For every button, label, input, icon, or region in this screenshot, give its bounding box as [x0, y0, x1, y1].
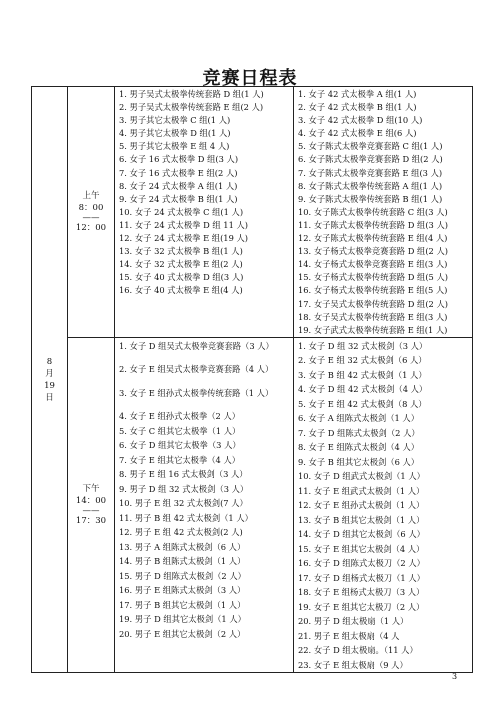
event-entry: 4. 女子 D 组 42 式太极剑（4 人）	[298, 384, 428, 395]
event-entry: 15. 男子 D 组陈式太极剑（2 人）	[119, 570, 246, 581]
event-entry: 17. 男子 B 组其它太极剑（1 人）	[119, 599, 246, 610]
event-entry: 14. 男子 B 组陈式太极剑（1 人）	[119, 556, 246, 567]
event-entry: 10. 女子陈式太极拳传统套路 C 组(3 人)	[298, 206, 448, 217]
page-number: 3	[452, 672, 458, 681]
page-title: 竞赛日程表	[202, 68, 298, 89]
event-entry: 12. 女子 E 组孙式太极剑（1 人）	[298, 500, 425, 511]
afternoon-session-row	[32, 337, 473, 673]
morning-time-cell	[68, 87, 115, 338]
event-entry: 8. 女子陈式太极拳传统套路 A 组(1 人)	[298, 180, 443, 191]
event-entry: 10. 女子 D 组武式太极剑（1 人）	[298, 471, 425, 482]
event-entry: 8. 女子 24 式太极拳 A 组(1 人)	[119, 180, 238, 191]
event-entry: 1. 女子 D 组 32 式太极剑（3 人）	[298, 340, 428, 351]
date-cell	[32, 87, 68, 673]
event-entry: 7. 女子 E 组其它太极拳（4 人）	[119, 454, 241, 465]
event-entry: 11. 女子 E 组武式太极剑（1 人）	[298, 485, 425, 496]
morning-left-events	[115, 87, 294, 338]
competition-schedule-table	[31, 86, 473, 673]
event-entry: 9. 女子 B 组其它太极剑（6 人）	[298, 456, 420, 467]
event-entry: 5. 男子其它太极拳 E 组 4 人)	[119, 141, 230, 152]
session-start-time: 8：00	[78, 202, 104, 213]
event-entry: 11. 男子 B 组 42 式太极剑（1 人）	[119, 512, 253, 523]
event-entry: 13. 女子杨式太极拳竞赛套路 D 组(2 人)	[298, 246, 449, 257]
event-entry: 20. 男子 D 组太极扇（1 人）	[298, 616, 409, 627]
session-dash: ——	[82, 212, 100, 223]
event-entry: 19. 男子 D 组其它太极剑（1 人）	[119, 614, 246, 625]
afternoon-time-cell	[68, 337, 115, 673]
event-entry: 4. 女子 E 组孙式太极拳（2 人）	[119, 411, 241, 422]
event-entry: 15. 女子杨式太极拳传统套路 D 组(5 人)	[298, 272, 449, 283]
event-entry: 11. 女子陈式太极拳传统套路 D 组(3 人)	[298, 219, 449, 230]
event-entry: 7. 女子 D 组陈式太极剑（2 人）	[298, 427, 420, 438]
event-entry: 16. 女子 40 式太极拳 E 组(4 人)	[119, 285, 243, 296]
event-entry: 2. 女子 E 组 32 式太极剑（6 人）	[298, 355, 427, 366]
event-entry: 17. 女子 D 组杨式太极刀（1 人）	[298, 572, 425, 583]
event-entry: 16. 女子 D 组陈式太极刀（2 人）	[298, 558, 425, 569]
session-end-time: 17：30	[75, 516, 107, 527]
event-entry: 11. 女子 24 式太极拳 D 组 11 人)	[119, 219, 249, 230]
event-entry: 21. 男子 E 组太极扇（4 人	[298, 630, 400, 641]
event-entry: 9. 女子 24 式太极拳 B 组(1 人)	[119, 193, 238, 204]
entry-spacer	[119, 353, 290, 362]
event-entry: 4. 女子 42 式太极拳 E 组(6 人)	[298, 128, 417, 139]
event-entry: 15. 女子 40 式太极拳 D 组(3 人)	[119, 272, 244, 283]
event-entry: 6. 女子 A 组陈式太极剑（1 人）	[298, 413, 420, 424]
event-entry: 9. 女子陈式太极拳传统套路 B 组(1 人)	[298, 193, 443, 204]
event-entry: 3. 女子 E 组孙式太极拳传统套路（1 人）	[119, 387, 274, 398]
event-entry: 2. 女子 E 组吴式太极拳竞赛套路（4 人）	[119, 364, 274, 375]
event-entry: 2. 女子 42 式太极拳 B 组(1 人)	[298, 102, 417, 113]
event-entry: 1. 女子 42 式太极拳 A 组(1 人)	[298, 89, 417, 99]
event-entry: 13. 女子 B 组其它太极剑（1 人）	[298, 514, 425, 525]
event-entry: 4. 男子其它太极拳 D 组(1 人)	[119, 128, 231, 139]
session-end-time: 12：00	[75, 222, 107, 233]
event-entry: 7. 女子陈式太极拳竞赛套路 E 组(3 人)	[298, 167, 443, 178]
date-month-unit: 月	[45, 368, 54, 379]
session-dash: ——	[82, 506, 100, 517]
session-label: 下午	[82, 484, 100, 495]
event-entry: 6. 女子 D 组其它太极拳（3 人）	[119, 440, 241, 451]
event-entry: 20. 男子 E 组其它太极剑（2 人）	[119, 628, 246, 639]
event-entry: 5. 女子 E 组 42 式太极剑（8 人）	[298, 398, 427, 409]
event-entry: 17. 女子吴式太极拳传统套路 D 组(2 人)	[298, 298, 449, 309]
event-entry: 8. 女子 E 组陈式太极剑（4 人）	[298, 442, 420, 453]
session-label: 上午	[82, 190, 100, 201]
event-entry: 2. 男子吴式太极拳传统套路 E 组(2 人)	[119, 102, 264, 113]
entry-spacer	[119, 377, 290, 386]
afternoon-right-events	[294, 337, 473, 673]
event-entry: 3. 男子其它太极拳 C 组(1 人)	[119, 115, 231, 126]
event-entry: 6. 女子 16 式太极拳 D 组(3 人)	[119, 154, 239, 165]
session-start-time: 14：00	[75, 496, 107, 507]
event-entry: 14. 女子 D 组其它太极剑（6 人）	[298, 529, 425, 540]
event-entry: 5. 女子陈式太极拳竞赛套路 C 组(1 人)	[298, 141, 443, 152]
event-entry: 7. 女子 16 式太极拳 E 组(2 人)	[119, 167, 238, 178]
event-entry: 18. 女子吴式太极拳传统套路 E 组(3 人)	[298, 311, 448, 322]
event-entry: 12. 女子 24 式太极拳 E 组(19 人)	[119, 233, 249, 244]
event-entry: 14. 女子 32 式太极拳 E 组(2 人)	[119, 259, 243, 270]
afternoon-left-events	[115, 337, 294, 673]
event-entry: 1. 女子 D 组吴式太极拳竞赛套路（3 人）	[119, 340, 274, 351]
event-entry: 23. 女子 E 组太极扇（9 人）	[298, 659, 408, 670]
event-entry: 3. 女子 B 组 42 式太极剑（1 人）	[298, 369, 427, 380]
event-entry: 10. 女子 24 式太极拳 C 组(1 人)	[119, 206, 244, 217]
event-entry: 14. 女子杨式太极拳竞赛套路 E 组(3 人)	[298, 259, 448, 270]
event-entry: 10. 男子 E 组 32 式太极剑(7 人）	[119, 498, 248, 509]
date-day-unit: 日	[45, 392, 54, 403]
morning-session-row	[32, 87, 473, 338]
date-month: 8	[46, 356, 53, 367]
event-entry: 8. 男子 E 组 16 式太极剑（3 人）	[119, 469, 248, 480]
event-entry: 13. 女子 32 式太极拳 B 组(1 人)	[119, 246, 243, 257]
entry-spacer	[119, 400, 290, 409]
event-entry: 12. 女子陈式太极拳传统套路 E 组(4 人)	[298, 233, 448, 244]
event-entry: 22. 女子 D 组太极扇。（11 人）	[298, 645, 418, 656]
event-entry: 15. 女子 E 组其它太极剑（4 人）	[298, 543, 425, 554]
event-entry: 19. 女子 E 组其它太极刀（2 人）	[298, 601, 425, 612]
event-entry: 6. 女子陈式太极拳竞赛套路 D 组(2 人)	[298, 154, 443, 165]
event-entry: 5. 女子 C 组其它太极拳（1 人）	[119, 425, 241, 436]
event-entry: 12. 男子 E 组 42 式太极剑(2 人)	[119, 527, 243, 538]
event-entry: 1. 男子吴式太极拳传统套路 D 组(1 人)	[119, 89, 264, 99]
event-entry: 13. 男子 A 组陈式太极剑（6 人）	[119, 541, 246, 552]
event-entry: 16. 女子杨式太极拳传统套路 E 组(5 人)	[298, 285, 448, 296]
date-day: 19	[44, 380, 55, 391]
morning-right-events	[294, 87, 473, 338]
event-entry: 19. 女子武式太极拳传统套路 E 组(1 人)	[298, 324, 448, 335]
event-entry: 9. 男子 D 组 32 式太极剑（3 人）	[119, 483, 249, 494]
event-entry: 18. 女子 E 组杨式太极刀（3 人）	[298, 587, 425, 598]
event-entry: 16. 男子 E 组陈式太极剑（3 人）	[119, 585, 246, 596]
event-entry: 3. 女子 42 式太极拳 D 组(10 人)	[298, 115, 423, 126]
